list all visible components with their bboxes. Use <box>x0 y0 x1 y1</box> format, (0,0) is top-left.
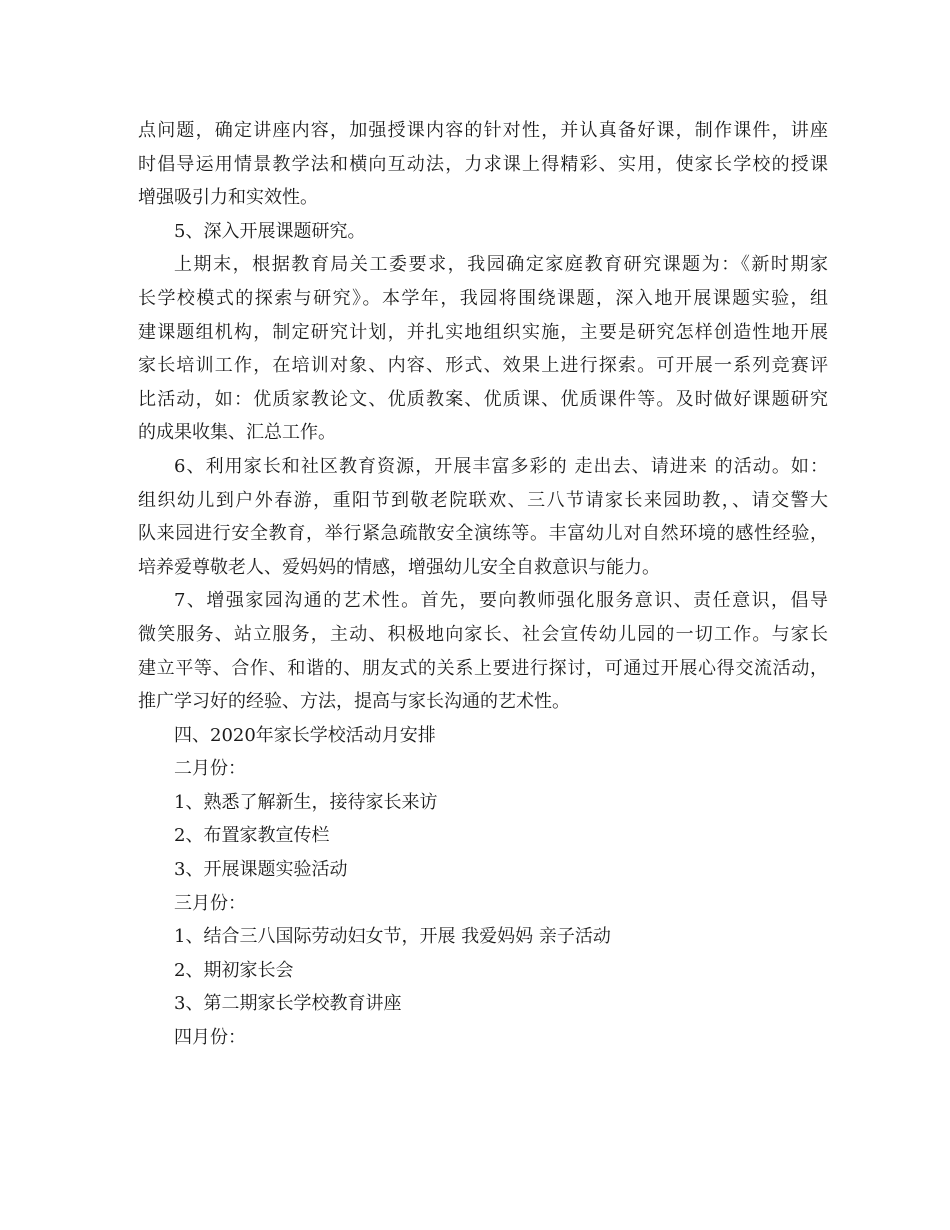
text-line: 3、开展课题实验活动 <box>174 859 348 881</box>
text-line: 5、深入开展课题研究。 <box>174 220 366 242</box>
text-line: 1、结合三八国际劳动妇女节，开展 我爱妈妈 亲子活动 <box>174 926 611 948</box>
text-line: 比活动，如：优质家教论文、优质教案、优质课、优质课件等。及时做好课题研究 <box>138 388 828 410</box>
text-line: 四、2020年家长学校活动月安排 <box>174 724 436 746</box>
text-line: 推广学习好的经验、方法，提高与家长沟通的艺术性。 <box>138 691 570 713</box>
text-line: 增强吸引力和实效性。 <box>138 187 318 209</box>
text-line: 建课题组机构，制定研究计划，并扎实地组织实施，主要是研究怎样创造性地开展 <box>138 321 828 343</box>
text-line: 7、增强家园沟通的艺术性。首先，要向教师强化服务意识、责任意识，倡导 <box>174 590 828 612</box>
text-line: 上期末，根据教育局关工委要求，我园确定家庭教育研究课题为：《新时期家 <box>174 254 828 276</box>
text-line: 2、期初家长会 <box>174 959 294 981</box>
text-line: 培养爱尊敬老人、爱妈妈的情感，增强幼儿安全自救意识与能力。 <box>138 556 660 578</box>
text-line: 组织幼儿到户外春游，重阳节到敬老院联欢、三八节请家长来园助教，、请交警大 <box>138 489 828 511</box>
text-line: 长学校模式的探索与研究》。本学年，我园将围绕课题，深入地开展课题实验，组 <box>138 287 828 309</box>
text-line: 三月份： <box>174 892 246 914</box>
text-line: 3、第二期家长学校教育讲座 <box>174 993 402 1015</box>
text-line: 的成果收集、汇总工作。 <box>138 422 336 444</box>
text-line: 队来园进行安全教育，举行紧急疏散安全演练等。丰富幼儿对自然环境的感性经验， <box>138 523 828 545</box>
document-body <box>138 114 828 1055</box>
text-line: 建立平等、合作、和谐的、朋友式的关系上要进行探讨，可通过开展心得交流活动， <box>138 657 828 679</box>
text-line: 时倡导运用情景教学法和横向互动法，力求课上得精彩、实用，使家长学校的授课 <box>138 153 828 175</box>
text-line: 6、利用家长和社区教育资源，开展丰富多彩的 走出去、请进来 的活动。如： <box>174 455 828 477</box>
text-line: 点问题，确定讲座内容，加强授课内容的针对性，并认真备好课，制作课件，讲座 <box>138 120 828 141</box>
text-line: 微笑服务、站立服务，主动、积极地向家长、社会宣传幼儿园的一切工作。与家长 <box>138 623 828 645</box>
text-line: 1、熟悉了解新生，接待家长来访 <box>174 791 438 813</box>
text-line: 四月份： <box>174 1027 246 1049</box>
text-line: 家长培训工作，在培训对象、内容、形式、效果上进行探索。可开展一系列竞赛评 <box>138 355 828 377</box>
text-line: 二月份： <box>174 758 246 780</box>
text-line: 2、布置家教宣传栏 <box>174 825 330 847</box>
